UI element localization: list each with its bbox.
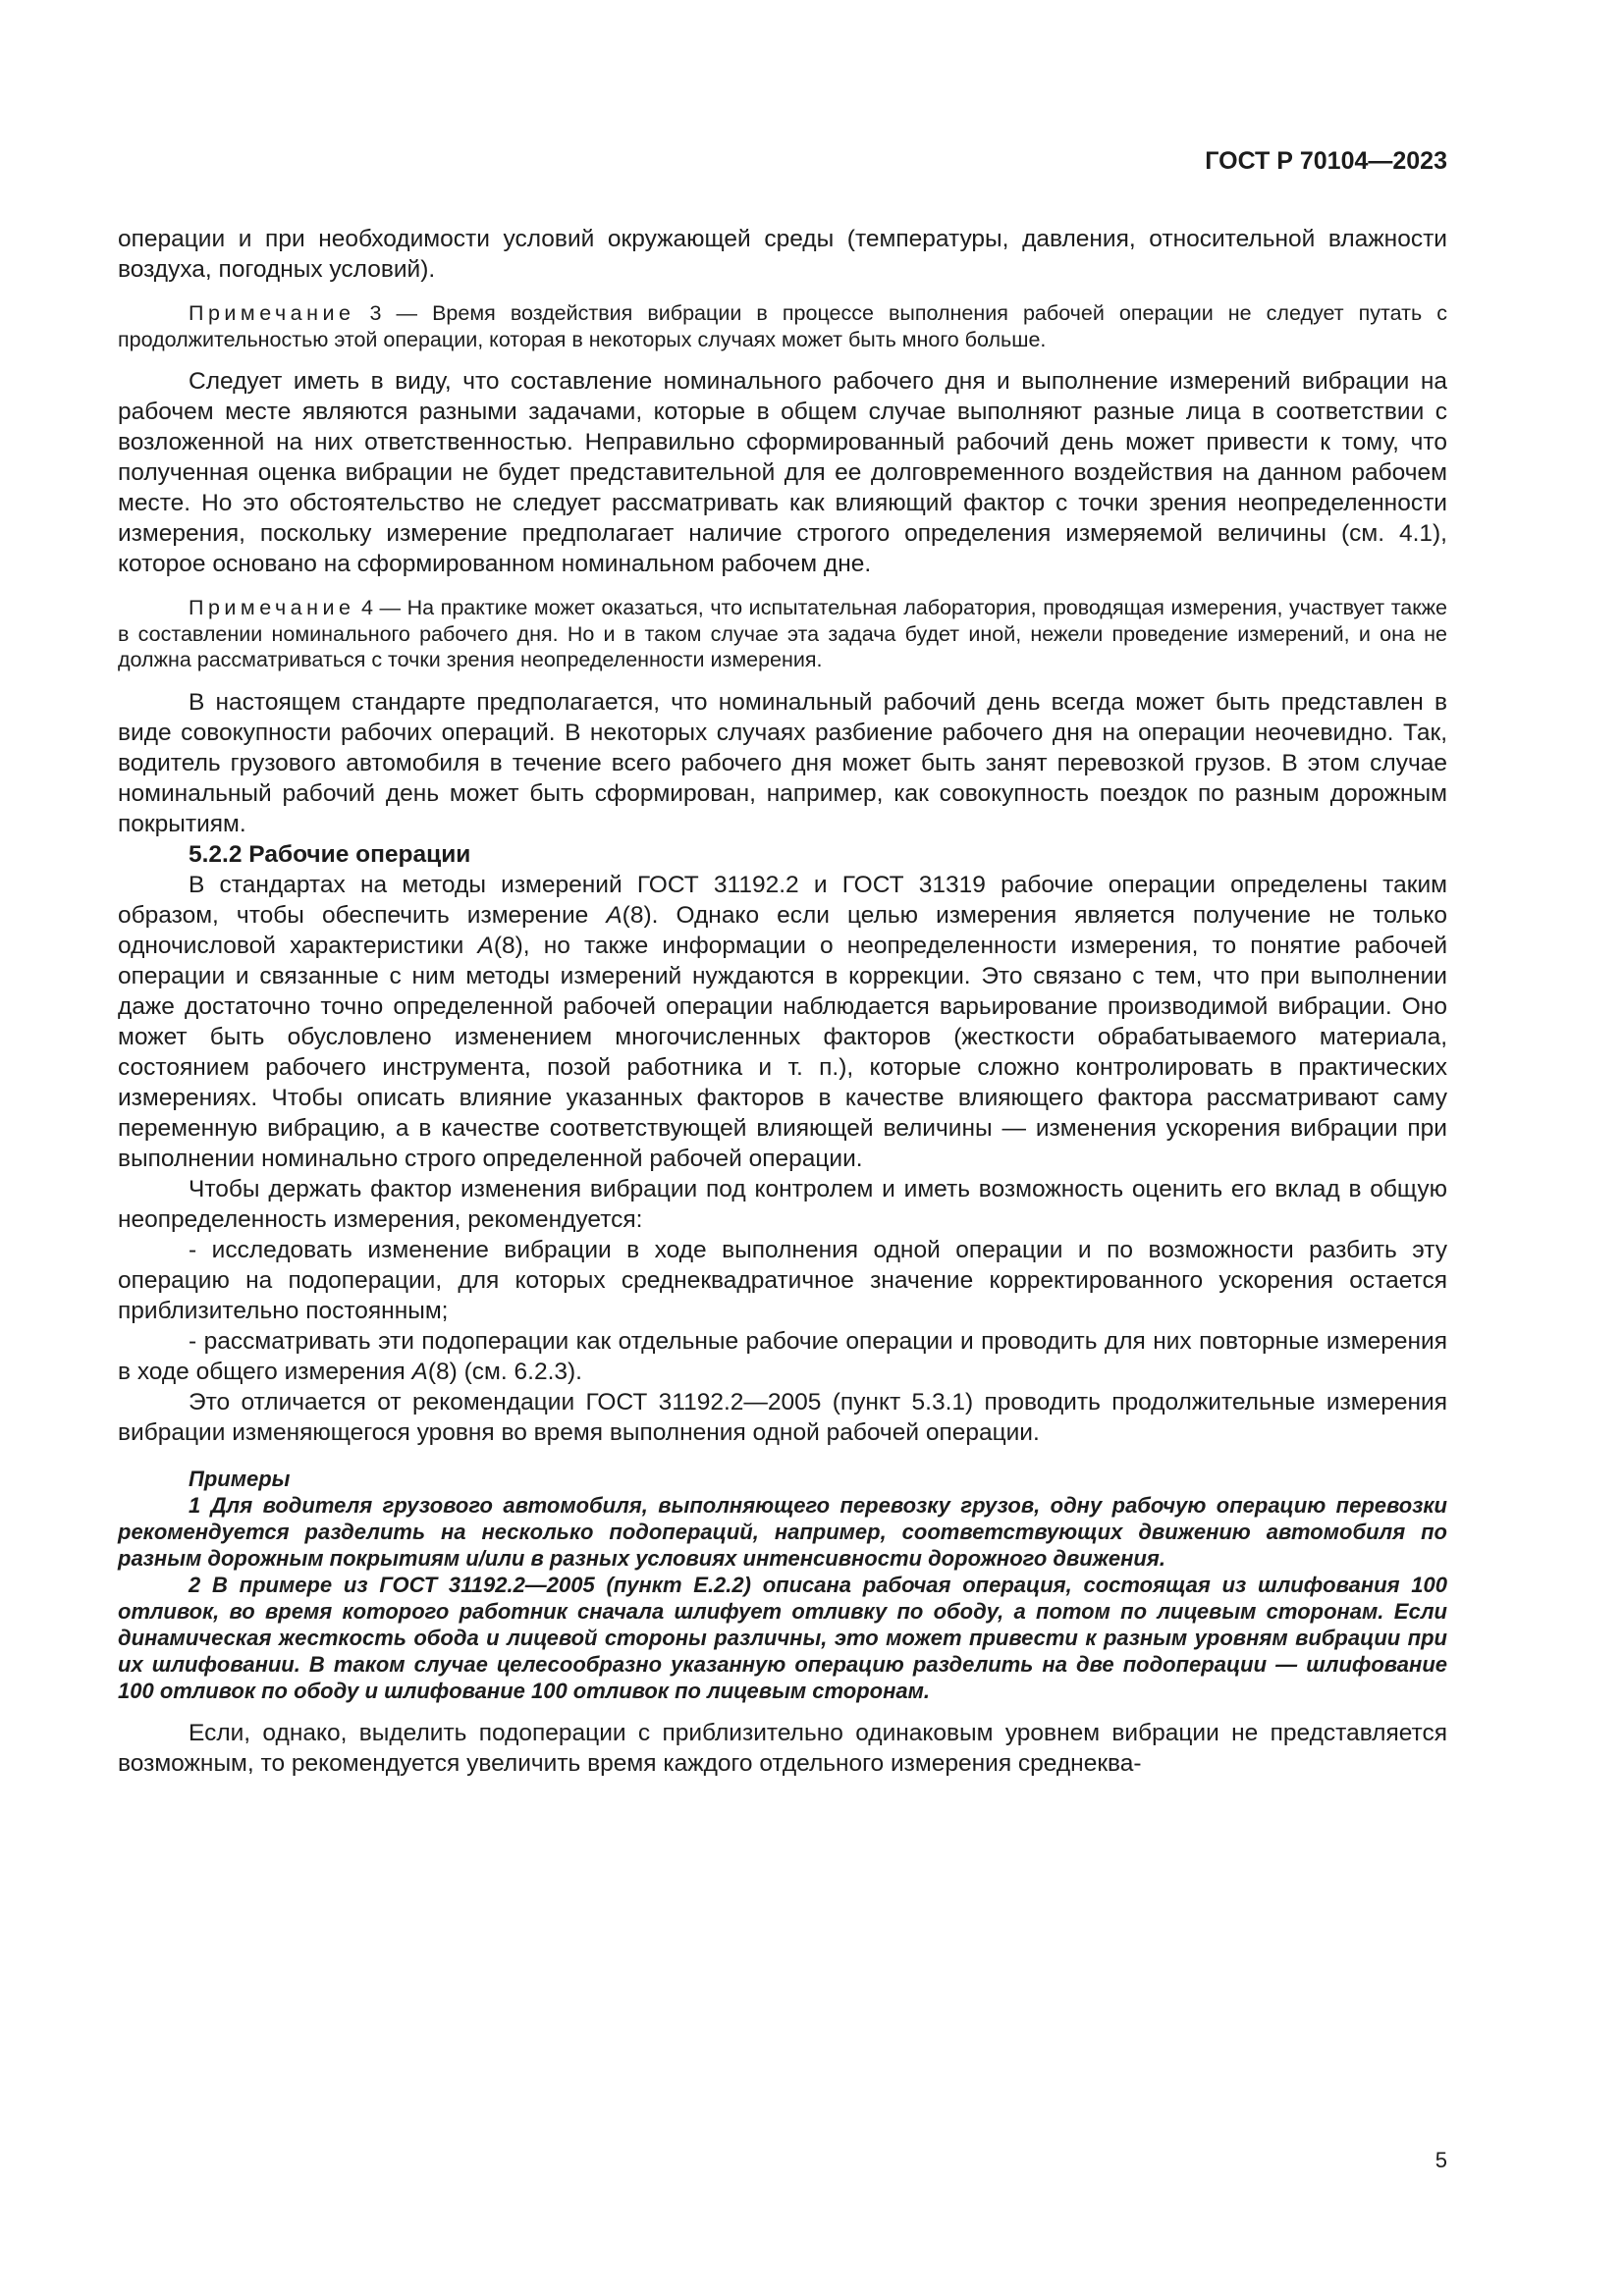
text-fragment: (8) (см. 6.2.3). bbox=[427, 1358, 582, 1385]
note-3 bbox=[118, 300, 1447, 352]
text-fragment: (8). Однако если целью измерения является получение не только одночисловой характеристики bbox=[118, 901, 1447, 959]
note-4 bbox=[118, 595, 1447, 673]
paragraph-recommendation-intro: Чтобы держать фактор изменения вибрации под контролем и иметь возможность оценить его вклад в общую неопределенность измерения, рекомендуется: bbox=[118, 1175, 1447, 1233]
text-fragment: - рассматривать эти подоперации как отдельные рабочие операции и проводить для них повторные измерения в ходе общего измерения bbox=[118, 1327, 1447, 1385]
paragraph-measurement-standards bbox=[118, 870, 1447, 1174]
paragraph-nominal-workday: Следует иметь в виду, что составление номинального рабочего дня и выполнение измерений вибрации на рабочем месте являются разными задачами, которые в общем случае выполняют разные лица в соответствии с возложенной на них ответственностью. Неправильно сформированный рабочий день может привести к тому, что полученная оценка вибрации не будет представительной для ее долговременного воздействия на данном рабочем месте. Но это обстоятельство не следует рассматривать как влияющий фактор с точки зрения неопределенности измерения, поскольку измерение предполагает наличие строгого определения измеряемой величины (см. 4.1), которое основано на сформированном номинальном рабочем дне. bbox=[118, 368, 1447, 577]
note-3-text: 3 — Время воздействия вибрации в процессе выполнения рабочей операции не следует путать с продолжительностью этой операции, которая в некоторых случаях может быть много больше. bbox=[118, 301, 1447, 351]
example-1: 1 Для водителя грузового автомобиля, выполняющего перевозку грузов, одну рабочую операцию перевозки рекомендуется разделить на несколько подопераций, например, соответствующих движению автомобиля по разным дорожным покрытиям и/или в разных условиях интенсивности дорожного движения. bbox=[118, 1492, 1447, 1571]
note-3-label: Примечание bbox=[189, 301, 355, 325]
note-4-text: 4 — На практике может оказаться, что испытательная лаборатория, проводящая измерения, участвует также в составлении номинального рабочего дня. Но и в таком случае эта задача будет иной, нежели проведение измерений, и она не должна рассматриваться с точки зрения неопределенности измерения. bbox=[118, 596, 1447, 671]
text-fragment: В стандартах на методы измерений ГОСТ 31192.2 и ГОСТ 31319 рабочие операции определены таким образом, чтобы обеспечить измерение bbox=[118, 871, 1447, 929]
paragraph-difference: Это отличается от рекомендации ГОСТ 31192.2—2005 (пункт 5.3.1) проводить продолжительные измерения вибрации изменяющегося уровня во время выполнения одной рабочей операции. bbox=[118, 1388, 1447, 1446]
variable-a: A bbox=[411, 1358, 428, 1385]
variable-a: A bbox=[606, 901, 623, 929]
examples-title: Примеры bbox=[189, 1466, 291, 1491]
example-2: 2 В примере из ГОСТ 31192.2—2005 (пункт Е.2.2) описана рабочая операция, состоящая из шлифования 100 отливок, во время которого работник сначала шлифует отливку по ободу, а потом по лицевым сторонам. Если динамическая жесткость обода и лицевой стороны различны, это может привести к разным уровням вибрации при их шлифовании. В таком случае целесообразно указанную операцию разделить на две подоперации — шлифование 100 отливок по ободу и шлифование 100 отливок по лицевым сторонам. bbox=[118, 1572, 1447, 1703]
list-item-1: - исследовать изменение вибрации в ходе выполнения одной операции и по возможности разбить эту операцию на подоперации, для которых среднеквадратичное значение корректированного ускорения остается приблизительно постоянным; bbox=[118, 1236, 1447, 1324]
document-code-header: ГОСТ Р 70104—2023 bbox=[1205, 147, 1447, 175]
paragraph-continuation: операции и при необходимости условий окружающей среды (температуры, давления, относительной влажности воздуха, погодных условий). bbox=[118, 226, 1447, 283]
list-item-2 bbox=[118, 1326, 1447, 1387]
variable-a: A bbox=[477, 932, 494, 959]
page-number: 5 bbox=[1435, 2148, 1447, 2172]
text-fragment: (8), но также информации о неопределенности измерения, то понятие рабочей операции и связанные с ним методы измерений нуждаются в коррекции. Это связано с тем, что при выполнении даже достаточно точно определенной рабочей операции наблюдается варьирование производимой вибрации. Оно может быть обусловлено изменением многочисленных факторов (жесткости обрабатываемого материала, состоянием рабочего инструмента, позой работника и т. п.), которые сложно контролировать в практических измерениях. Чтобы описать влияние указанных факторов в качестве влияющего фактора рассматривают саму переменную вибрацию, а в качестве соответствующей влияющей величины — изменения ускорения вибрации при выполнении номинально строго определенной рабочей операции. bbox=[118, 932, 1448, 1172]
note-4-label: Примечание bbox=[189, 596, 355, 619]
paragraph-work-operations-set: В настоящем стандарте предполагается, что номинальный рабочий день всегда может быть представлен в виде совокупности рабочих операций. В некоторых случаях разбиение рабочего дня на операции неочевидно. Так, водитель грузового автомобиля в течение всего рабочего дня может быть занят перевозкой грузов. В этом случае номинальный рабочий день может быть сформирован, например, как совокупность поездок по разным дорожным покрытиям. bbox=[118, 688, 1447, 837]
paragraph-final: Если, однако, выделить подоперации с приблизительно одинаковым уровнем вибрации не представляется возможным, то рекомендуется увеличить время каждого отдельного измерения среднеква- bbox=[118, 1719, 1447, 1777]
section-heading-5-2-2: 5.2.2 Рабочие операции bbox=[189, 840, 471, 868]
document-body bbox=[118, 224, 1447, 1779]
